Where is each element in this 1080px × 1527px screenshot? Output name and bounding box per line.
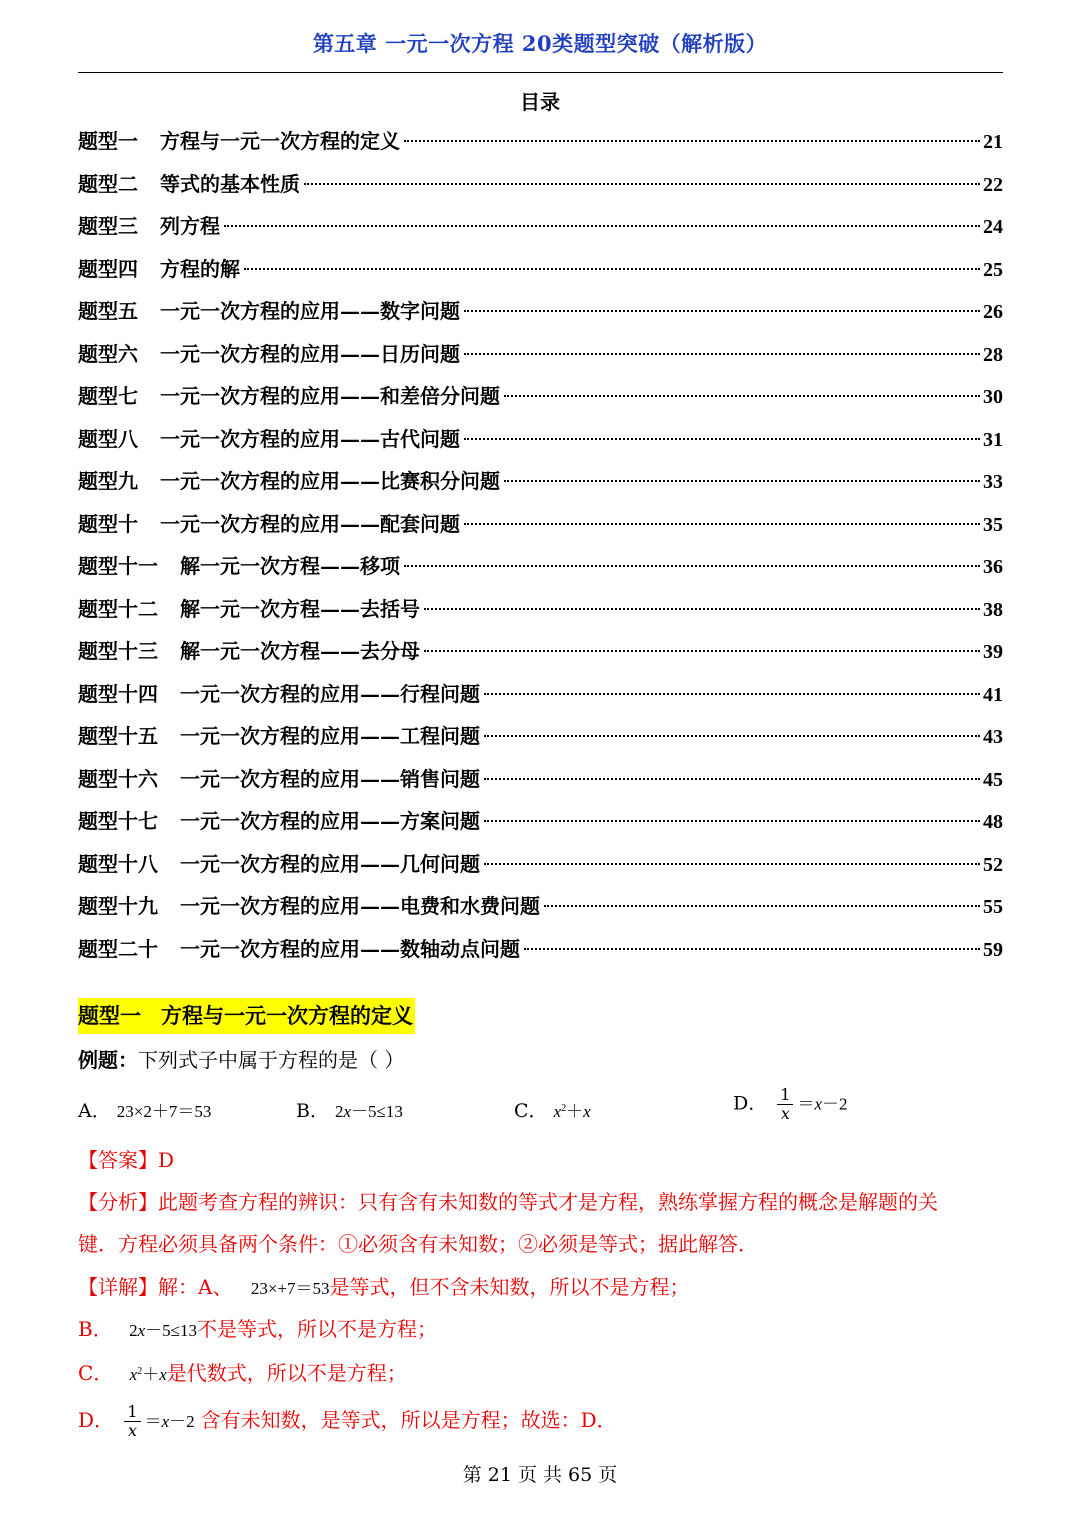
toc-entry-name: 一元一次方程的应用——工程问题 [180,724,480,748]
toc-entry[interactable] [78,503,1003,546]
toc-dot-leader [424,608,980,610]
toc-entry[interactable] [78,333,1003,376]
option-c [514,1096,591,1123]
toc-entry-name: 一元一次方程的应用——古代问题 [160,426,460,451]
answer-line: 【答案】D [78,1148,175,1172]
toc-entry[interactable] [78,460,1003,503]
toc-entry-name: 一元一次方程的应用——几何问题 [180,851,480,876]
toc-entry[interactable] [78,248,1003,291]
toc-entry-page: 30 [983,386,1003,408]
toc-title: 目录 [520,90,560,114]
toc-entry-label: 题型十九 [78,894,158,918]
toc-entry-label: 题型十四 [78,681,158,706]
toc-dot-leader [304,183,980,185]
toc-entry[interactable] [78,205,1003,248]
toc-dot-leader [424,650,980,652]
toc-entry-label: 题型八 [78,426,138,451]
table-of-contents [78,120,1003,970]
detail-prefix: 【详解】解：A、 [78,1275,233,1299]
toc-entry-page: 52 [983,853,1003,876]
toc-dot-leader [404,565,980,567]
toc-entry[interactable] [78,630,1003,673]
toc-entry-name: 方程与一元一次方程的定义 [160,129,400,153]
option-d-expression: ＝x－2 [797,1094,848,1114]
toc-entry-page: 55 [983,896,1003,918]
toc-entry-page: 31 [983,428,1003,451]
toc-entry-page: 43 [983,726,1003,748]
toc-entry-page: 39 [983,641,1003,663]
header-divider [78,72,1003,73]
toc-entry[interactable] [78,843,1003,886]
toc-entry-page: 26 [983,301,1003,323]
detail-a-expression: 23×+7＝53 [250,1279,330,1298]
toc-entry-name: 一元一次方程的应用——和差倍分问题 [160,384,500,408]
toc-entry-page: 41 [983,683,1003,706]
toc-entry-page: 33 [983,471,1003,493]
toc-entry-name: 解一元一次方程——移项 [180,554,400,578]
toc-entry-name: 一元一次方程的应用——数轴动点问题 [180,936,520,961]
toc-entry[interactable] [78,800,1003,843]
toc-entry-name: 一元一次方程的应用——销售问题 [180,766,480,791]
toc-entry-name: 列方程 [160,214,220,238]
toc-dot-leader [504,480,980,482]
option-a [78,1096,211,1123]
toc-dot-leader [524,948,980,950]
question-prefix: 例题： [78,1048,138,1072]
toc-entry-label: 题型九 [78,469,138,493]
toc-entry[interactable] [78,120,1003,163]
toc-entry-name: 解一元一次方程——去括号 [180,596,420,621]
detail-b-label: B． [78,1317,113,1341]
detail-d-expression: ＝x－2 [144,1412,195,1431]
option-c-label: C． [514,1100,548,1122]
option-b-label: B． [296,1100,329,1122]
toc-entry-label: 题型二 [78,171,138,196]
toc-dot-leader [464,353,980,355]
toc-entry[interactable] [78,375,1003,418]
section-name: 方程与一元一次方程的定义 [161,1003,413,1028]
toc-entry-label: 题型十五 [78,724,158,748]
detail-a-text: 是等式，但不含未知数，所以不是方程； [329,1275,690,1299]
toc-entry-label: 题型十七 [78,809,158,833]
toc-entry-label: 题型二十 [78,936,158,961]
toc-entry-page: 59 [983,938,1003,961]
toc-entry[interactable] [78,715,1003,758]
toc-entry-label: 题型十八 [78,851,158,876]
analysis-line-1: 【分析】此题考查方程的辨识：只有含有未知数的等式才是方程，熟练掌握方程的概念是解题的关 [78,1190,938,1214]
toc-entry-label: 题型十二 [78,596,158,621]
option-c-expression: $x^2+x$ [553,1102,591,1121]
toc-entry[interactable] [78,928,1003,971]
toc-dot-leader [484,863,980,865]
toc-entry-name: 一元一次方程的应用——配套问题 [160,511,460,536]
toc-entry-name: 等式的基本性质 [160,171,300,196]
toc-entry[interactable] [78,885,1003,928]
toc-entry-name: 一元一次方程的应用——方案问题 [180,809,480,833]
toc-entry-label: 题型四 [78,256,138,281]
toc-dot-leader [544,905,980,907]
toc-dot-leader [464,438,980,440]
toc-entry-page: 21 [983,131,1003,153]
option-d-label: D． [733,1092,768,1115]
detail-line-b [78,1313,437,1347]
section-heading [78,998,415,1034]
toc-entry-name: 一元一次方程的应用——电费和水费问题 [180,894,540,918]
toc-dot-leader [224,225,980,227]
example-question [78,1044,404,1076]
toc-entry-label: 题型十一 [78,554,158,578]
detail-d-fraction: $\frac{1}{x}$ [124,1403,140,1440]
option-a-label: A． [78,1100,111,1122]
detail-c-label: C． [78,1361,114,1385]
toc-entry-label: 题型三 [78,214,138,238]
detail-line-a [78,1271,690,1305]
toc-entry-label: 题型六 [78,341,138,366]
toc-entry-page: 35 [983,513,1003,536]
detail-b-text: 不是等式，所以不是方程； [196,1317,437,1341]
option-b-expression: 2x－5≤13 [335,1102,403,1121]
toc-dot-leader [484,735,980,737]
toc-entry-label: 题型十六 [78,766,158,791]
toc-entry-label: 题型十 [78,511,138,536]
toc-dot-leader [464,523,980,525]
toc-entry[interactable] [78,673,1003,716]
detail-d-text: 含有未知数，是等式，所以是方程；故选：D． [200,1408,617,1432]
page-footer: 第 21 页 共 65 页 [462,1464,618,1486]
detail-d-label: D． [78,1408,115,1432]
toc-entry-label: 题型一 [78,129,138,153]
detail-c-text: 是代数式，所以不是方程； [166,1361,407,1385]
toc-entry[interactable] [78,418,1003,461]
toc-entry-label: 题型七 [78,384,138,408]
toc-entry-name: 解一元一次方程——去分母 [180,639,420,663]
toc-entry[interactable] [78,545,1003,588]
analysis-line-2: 键．方程必须具备两个条件：①必须含有未知数；②必须是等式；据此解答． [78,1232,758,1256]
toc-entry[interactable] [78,758,1003,801]
question-text: 下列式子中属于方程的是（ ） [138,1048,405,1072]
document-header-title: 第五章 一元一次方程 20类题型突破（解析版） [312,31,768,56]
section-label: 题型一 [78,1003,141,1028]
toc-entry[interactable] [78,588,1003,631]
toc-dot-leader [404,140,980,142]
toc-entry-page: 38 [983,598,1003,621]
toc-entry-label: 题型十三 [78,639,158,663]
toc-entry-page: 36 [983,556,1003,578]
toc-entry-name: 一元一次方程的应用——行程问题 [180,681,480,706]
option-d-fraction: $\frac{1}{x}$ [777,1086,793,1123]
toc-entry-page: 28 [983,343,1003,366]
toc-dot-leader [244,268,980,270]
detail-b-expression: 2x－5≤13 [129,1321,197,1340]
toc-entry-name: 一元一次方程的应用——比赛积分问题 [160,469,500,493]
toc-dot-leader [484,820,980,822]
toc-entry-page: 48 [983,811,1003,833]
toc-dot-leader [484,693,980,695]
toc-entry[interactable] [78,290,1003,333]
option-d [733,1086,848,1123]
detail-line-d [78,1403,617,1440]
option-a-expression: 23×2＋7＝53 [116,1102,212,1121]
toc-entry-name: 方程的解 [160,256,240,281]
toc-entry-page: 45 [983,768,1003,791]
toc-entry-label: 题型五 [78,299,138,323]
detail-line-c [78,1356,407,1391]
toc-dot-leader [464,310,980,312]
question-options [78,1085,1003,1138]
toc-entry-page: 22 [983,173,1003,196]
toc-entry-page: 24 [983,216,1003,238]
detail-c-expression: $x^2+x$ [129,1365,167,1384]
toc-dot-leader [504,395,980,397]
toc-entry-name: 一元一次方程的应用——数字问题 [160,299,460,323]
toc-entry-name: 一元一次方程的应用——日历问题 [160,341,460,366]
toc-entry[interactable] [78,163,1003,206]
toc-dot-leader [484,778,980,780]
toc-entry-page: 25 [983,258,1003,281]
option-b [296,1096,403,1123]
